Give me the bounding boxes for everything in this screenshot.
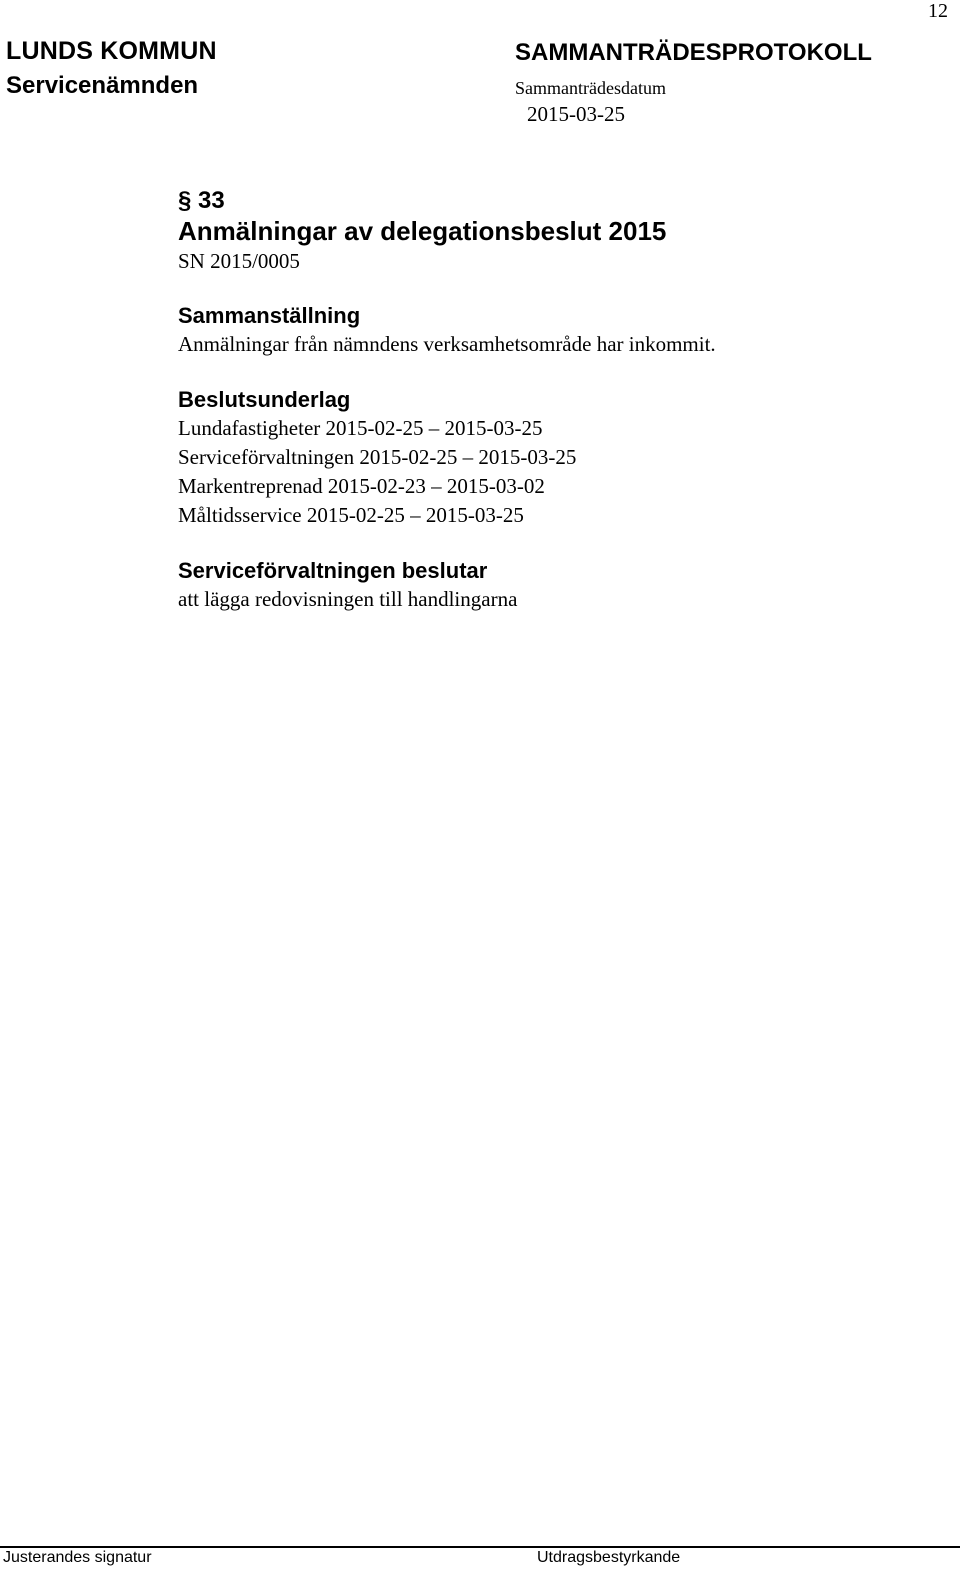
decision-text: att lägga redovisningen till handlingarna [178, 587, 518, 611]
footer-divider [0, 1546, 960, 1548]
signature-label: Justerandes signatur [3, 1549, 152, 1566]
spacer [178, 275, 918, 302]
basis-heading: Beslutsunderlag [178, 387, 351, 412]
organization-unit: Servicenämnden [6, 72, 199, 99]
organization-name: LUNDS KOMMUN [6, 37, 217, 65]
page-number: 12 [928, 0, 948, 22]
meeting-date: 2015-03-25 [527, 102, 625, 126]
paragraph-title: Anmälningar av delegationsbeslut 2015 [178, 216, 667, 246]
certification-label: Utdragsbestyrkande [537, 1549, 681, 1566]
basis-item: Serviceförvaltningen 2015-02-25 – 2015-03-25 [178, 445, 577, 469]
spacer [178, 359, 918, 386]
protocol-section [178, 186, 918, 614]
meeting-date-label: Sammanträdesdatum [515, 78, 666, 98]
summary-text: Anmälningar från nämndens verksamhetsområde har inkommit. [178, 332, 716, 356]
basis-list [178, 414, 918, 530]
basis-item: Lundafastigheter 2015-02-25 – 2015-03-25 [178, 416, 543, 440]
basis-item: Markentreprenad 2015-02-23 – 2015-03-02 [178, 474, 545, 498]
spacer [178, 530, 918, 557]
paragraph-number: § 33 [178, 187, 225, 214]
summary-heading: Sammanställning [178, 303, 361, 328]
document-type: SAMMANTRÄDESPROTOKOLL [515, 39, 872, 66]
basis-item: Måltidsservice 2015-02-25 – 2015-03-25 [178, 503, 524, 527]
case-number: SN 2015/0005 [178, 249, 300, 273]
decision-heading: Serviceförvaltningen beslutar [178, 558, 488, 583]
